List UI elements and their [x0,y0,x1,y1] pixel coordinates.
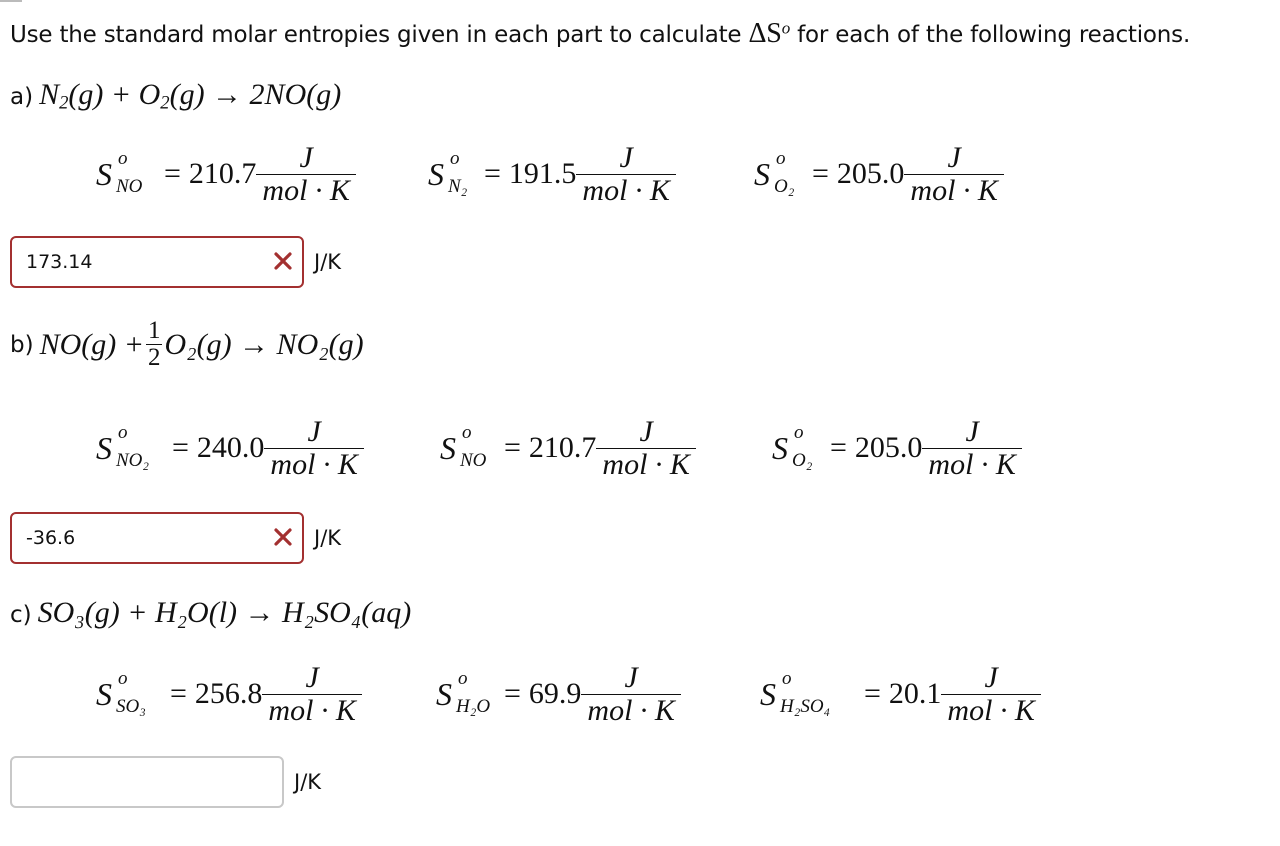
entropy-superscript: o [782,667,792,689]
entropy-superscript: o [794,421,804,443]
entropy-value: 205.0 [854,431,923,464]
answer-unit-a: J/K [314,250,342,274]
entropy-species: NO₂ [116,449,149,471]
reaction-text: SO₃(g) + H₂O(l) → H₂SO₄(aq) [37,596,412,629]
answer-input-a[interactable] [10,236,304,288]
reaction-subscript: 2 [59,92,69,114]
prompt-text-before: Use the standard molar entropies given in each part to calculate [10,22,749,48]
equals-sign: = [170,677,187,710]
entropy-species: SO₃ [116,695,146,717]
entropy-value: 210.7 [528,431,597,464]
entropy-symbol: S [440,429,456,466]
unit-denominator: mol · K [262,694,362,727]
entropy-species: O₂ [792,449,813,471]
x-mark-icon [272,250,294,272]
entropy-symbol: S [96,675,112,712]
entropy-superscript: o [450,147,460,169]
reaction-text: (g) + O [68,78,161,111]
entropy-symbol: S [96,155,112,192]
unit-denominator: mol · K [581,694,681,727]
unit-denominator: mol · K [256,174,356,207]
unit-denominator: mol · K [576,174,676,207]
unit-fraction [596,416,696,480]
entropy-value: 205.0 [836,157,905,190]
reaction-text: O₂(g) → NO₂(g) [164,327,364,361]
entropy-symbol: S [96,429,112,466]
entropy-species: N₂ [448,175,468,197]
unit-denominator: mol · K [264,448,364,481]
entropy-value: 191.5 [508,157,577,190]
entropy-superscript: o [118,147,128,169]
unit-denominator: mol · K [596,448,696,481]
reaction-text: (g) → 2NO(g) [169,78,342,111]
unit-numerator: J [624,661,638,694]
part-c-label: c) [10,602,32,628]
entropy-superscript: o [118,667,128,689]
entropy-value: 240.0 [196,431,265,464]
entropy-symbol: S [772,429,788,466]
entropy-a-no [96,142,356,206]
unit-denominator: mol · K [941,694,1041,727]
unit-fraction [576,142,676,206]
fraction-denominator: 2 [147,344,161,372]
equals-sign: = [812,157,829,190]
entropy-superscript: o [458,667,468,689]
entropy-species: NO [116,175,143,197]
entropy-species: NO [460,449,487,471]
x-mark-icon [272,526,294,548]
unit-fraction [941,662,1041,726]
entropy-c-h2o [436,662,681,726]
delta-s-symbol: ΔS [748,18,782,49]
half-fraction [146,318,163,372]
unit-numerator: J [307,415,321,448]
answer-unit-c: J/K [294,770,322,794]
top-divider [0,0,22,2]
entropy-symbol: S [428,155,444,192]
unit-fraction [904,142,1004,206]
part-b-reaction [10,318,364,372]
unit-numerator: J [305,661,319,694]
question-prompt [10,18,1190,50]
entropy-c-so3 [96,662,362,726]
unit-denominator: mol · K [922,448,1022,481]
answer-input-b[interactable] [10,512,304,564]
entropy-symbol: S [436,675,452,712]
entropy-value: 20.1 [888,677,942,710]
entropy-value: 210.7 [188,157,257,190]
equals-sign: = [164,157,181,190]
entropy-value: 256.8 [194,677,263,710]
prompt-text-after: for each of the following reactions. [790,22,1191,48]
unit-fraction [581,662,681,726]
entropy-species: O₂ [774,175,795,197]
entropy-superscript: o [462,421,472,443]
reaction-text: N [39,78,60,111]
part-c-reaction [10,596,411,630]
delta-s-superscript: o [781,18,790,38]
entropy-symbol: S [760,675,776,712]
entropy-b-no2 [96,416,364,480]
answer-unit-b: J/K [314,526,342,550]
unit-numerator: J [965,415,979,448]
entropy-species: H₂SO₄ [780,695,831,717]
equals-sign: = [864,677,881,710]
unit-denominator: mol · K [904,174,1004,207]
equals-sign: = [830,431,847,464]
entropy-c-h2so4 [760,662,1041,726]
part-a-label: a) [10,84,34,110]
answer-value-a: 173.14 [26,251,93,273]
equals-sign: = [484,157,501,190]
entropy-a-n2 [428,142,676,206]
entropy-species: H₂O [456,695,491,717]
entropy-superscript: o [776,147,786,169]
reaction-subscript: 2 [160,92,170,114]
fraction-numerator: 1 [147,317,161,344]
equals-sign: = [172,431,189,464]
unit-fraction [256,142,356,206]
part-a-reaction [10,78,341,112]
unit-numerator: J [947,141,961,174]
entropy-a-o2 [754,142,1004,206]
unit-numerator: J [984,661,998,694]
answer-value-b: -36.6 [26,527,76,549]
entropy-value: 69.9 [528,677,582,710]
unit-numerator: J [619,141,633,174]
entropy-b-no [440,416,696,480]
equals-sign: = [504,431,521,464]
unit-fraction [264,416,364,480]
reaction-text: NO(g) + [39,327,144,361]
unit-numerator: J [639,415,653,448]
equals-sign: = [504,677,521,710]
entropy-b-o2 [772,416,1022,480]
unit-fraction [262,662,362,726]
entropy-superscript: o [118,421,128,443]
answer-input-c[interactable] [10,756,284,808]
unit-numerator: J [299,141,313,174]
unit-fraction [922,416,1022,480]
part-b-label: b) [10,331,34,358]
entropy-symbol: S [754,155,770,192]
